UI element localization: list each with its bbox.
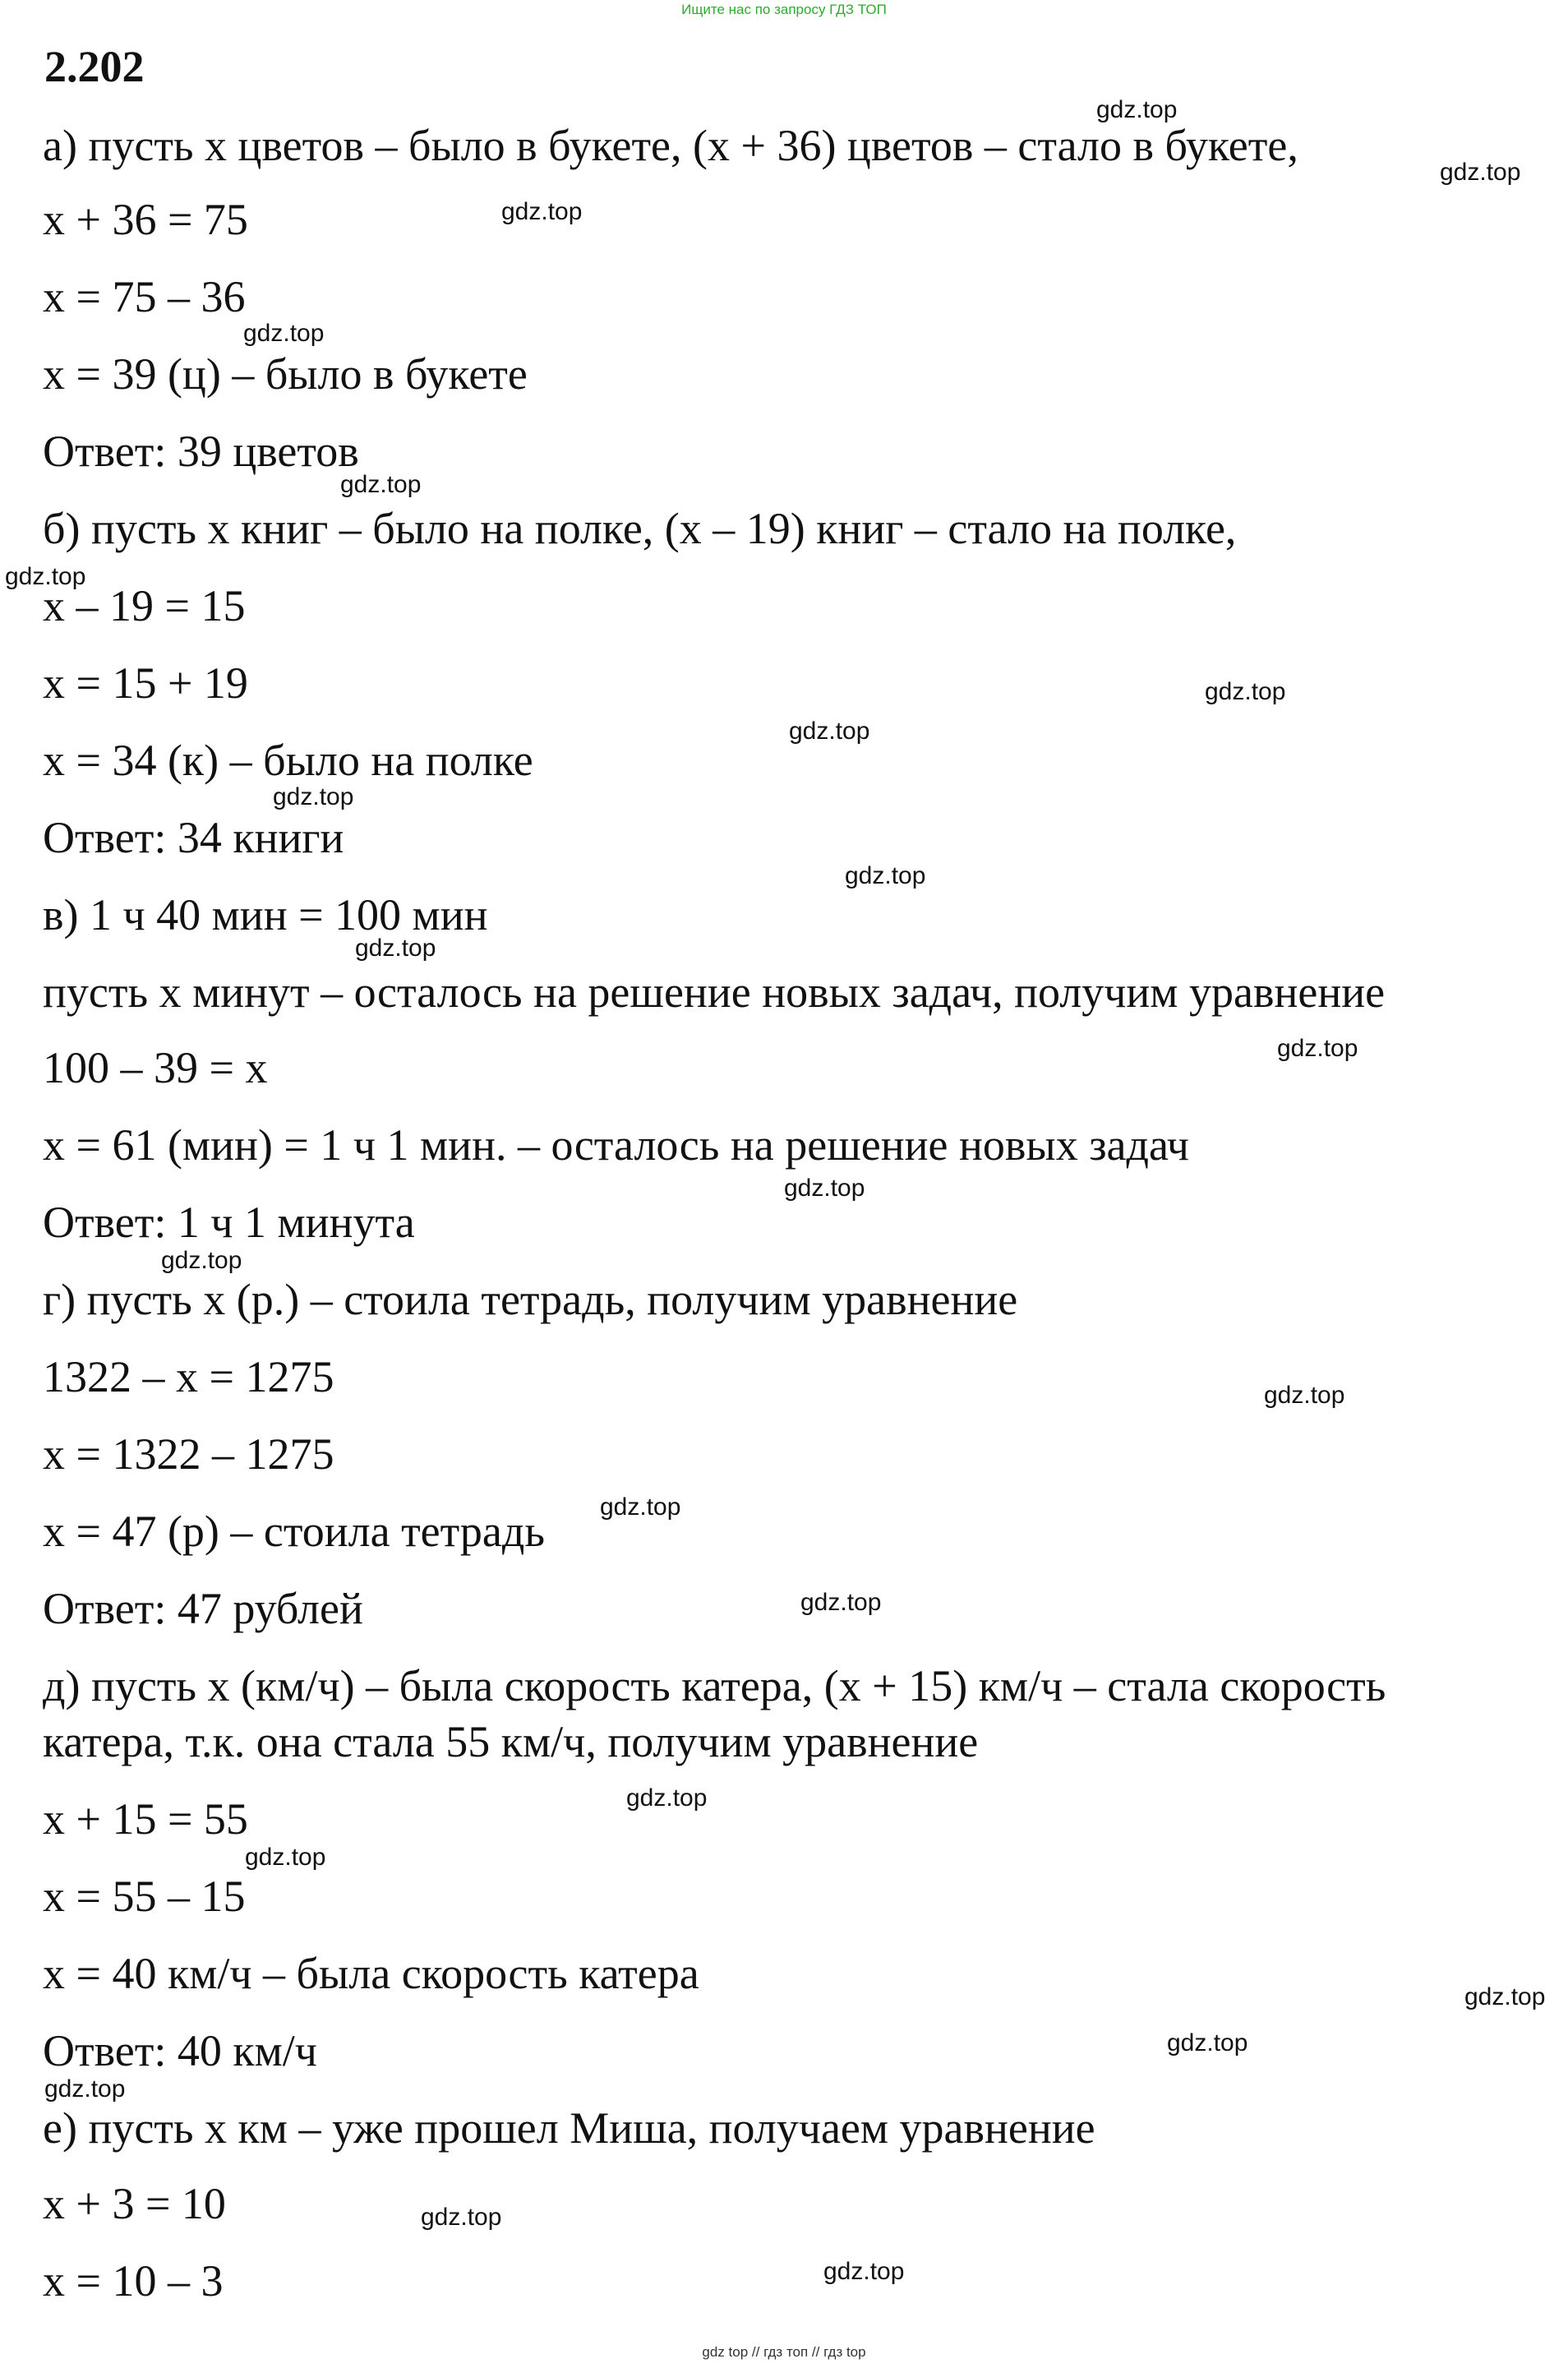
watermark: gdz.top	[1205, 678, 1286, 705]
watermark: gdz.top	[823, 2258, 905, 2285]
watermark: gdz.top	[845, 862, 926, 889]
solution-line: х = 34 (к) – было на полке	[43, 736, 533, 785]
task-number: 2.202	[44, 42, 145, 91]
solution-line: катера, т.к. она стала 55 км/ч, получим уравнение	[43, 1717, 979, 1766]
solution-line: е) пусть х км – уже прошел Миша, получаем уравнение	[43, 2103, 1095, 2153]
watermark: gdz.top	[789, 718, 870, 745]
watermark: gdz.top	[626, 1784, 708, 1812]
watermark: gdz.top	[1264, 1382, 1345, 1409]
answer-line: Ответ: 1 ч 1 минута	[43, 1198, 415, 1247]
watermark: gdz.top	[600, 1493, 681, 1521]
solution-line: в) 1 ч 40 мин = 100 мин	[43, 890, 488, 939]
watermark: gdz.top	[1464, 1983, 1546, 2010]
footer-watermark: gdz top // гдз топ // гдз top	[702, 2344, 866, 2360]
watermark: gdz.top	[5, 563, 86, 590]
solution-line: 1322 – х = 1275	[43, 1352, 334, 1401]
solution-line: х = 15 + 19	[43, 658, 248, 708]
solution-line: д) пусть х (км/ч) – была скорость катера, (х + 15) км/ч – стала скорость	[43, 1661, 1386, 1710]
solution-line: х = 61 (мин) = 1 ч 1 мин. – осталось на решение новых задач	[43, 1120, 1189, 1170]
solution-line: х = 39 (ц) – было в букете	[43, 349, 528, 399]
watermark: gdz.top	[501, 198, 583, 225]
watermark: gdz.top	[273, 783, 354, 810]
solution-line: г) пусть х (р.) – стоила тетрадь, получим уравнение	[43, 1275, 1018, 1324]
watermark: gdz.top	[243, 320, 325, 347]
answer-line: Ответ: 34 книги	[43, 813, 344, 862]
watermark: gdz.top	[355, 935, 436, 962]
watermark: gdz.top	[340, 471, 422, 498]
solution-line: х = 40 км/ч – была скорость катера	[43, 1949, 699, 1998]
watermark: gdz.top	[421, 2204, 502, 2231]
watermark: gdz.top	[784, 1175, 865, 1202]
solution-line: х + 15 = 55	[43, 1794, 248, 1844]
answer-line: Ответ: 47 рублей	[43, 1584, 363, 1633]
answer-line: Ответ: 39 цветов	[43, 427, 359, 476]
solution-line: х + 36 = 75	[43, 195, 248, 244]
solution-line: х – 19 = 15	[43, 581, 246, 630]
solution-line: х + 3 = 10	[43, 2179, 226, 2228]
solution-line: пусть х минут – осталось на решение новых задач, получим уравнение	[43, 967, 1386, 1017]
watermark: gdz.top	[1096, 96, 1178, 123]
watermark: gdz.top	[161, 1247, 242, 1274]
solution-line: а) пусть х цветов – было в букете, (х + 36) цветов – стало в букете,	[43, 121, 1298, 170]
watermark: gdz.top	[800, 1589, 882, 1616]
watermark: gdz.top	[1440, 159, 1521, 186]
solution-line: х = 47 (р) – стоила тетрадь	[43, 1507, 545, 1556]
watermark: gdz.top	[1167, 2029, 1248, 2056]
solution-line: 100 – 39 = х	[43, 1043, 268, 1092]
solution-line: х = 10 – 3	[43, 2256, 224, 2306]
solution-line: б) пусть х книг – было на полке, (х – 19) книг – стало на полке,	[43, 504, 1237, 553]
solution-line: х = 1322 – 1275	[43, 1429, 334, 1479]
answer-line: Ответ: 40 км/ч	[43, 2026, 317, 2075]
solution-line: х = 55 – 15	[43, 1872, 246, 1921]
solution-line: х = 75 – 36	[43, 272, 246, 321]
watermark: gdz.top	[1277, 1035, 1358, 1062]
watermark: gdz.top	[44, 2075, 126, 2103]
watermark: gdz.top	[245, 1844, 326, 1871]
search-hint-banner: Ищите нас по запросу ГДЗ ТОП	[681, 2, 887, 17]
